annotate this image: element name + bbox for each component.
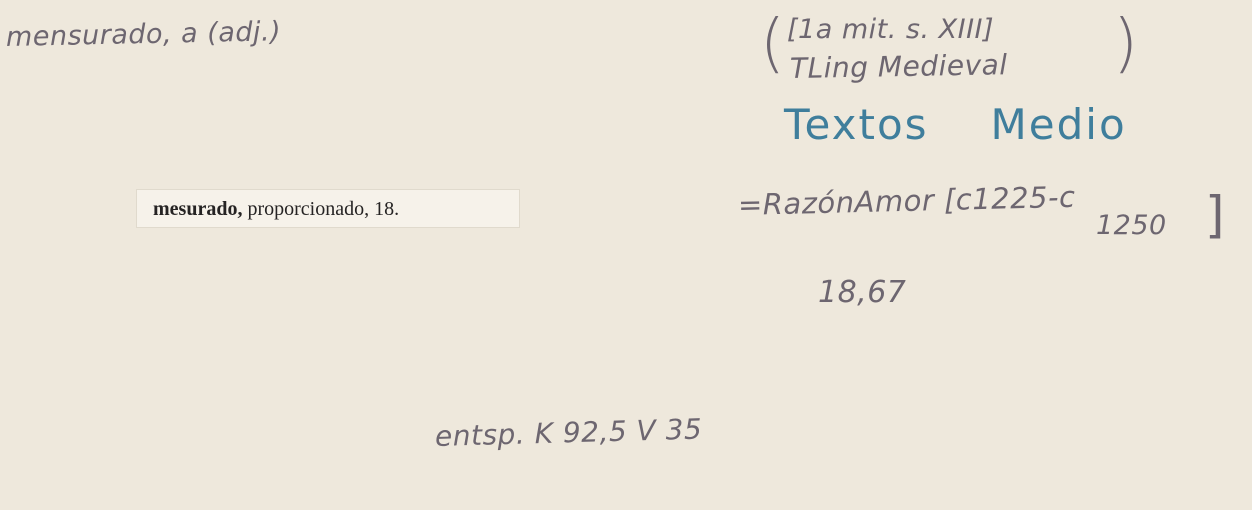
handwritten-date-note: [1a mit. s. XIII] (787, 14, 995, 45)
handwritten-headword: mensurado, a (adj.) (5, 16, 282, 53)
clipping-headword: mesurado, (153, 198, 243, 220)
printed-clipping (137, 190, 519, 227)
stamp-word-medio: Medio (990, 100, 1127, 149)
textos-medio-stamp (784, 100, 1127, 149)
handwritten-source: =RazónAmor [c1225-c (737, 179, 1076, 222)
clipping-definition: proporcionado, 18. (247, 198, 400, 220)
closing-bracket: ] (1205, 186, 1225, 244)
left-parenthesis: ( (760, 7, 785, 81)
stamp-word-textos: Textos (784, 100, 929, 149)
right-parenthesis: ) (1113, 7, 1138, 81)
clipping-text (153, 198, 399, 221)
handwritten-source-year: 1250 (1096, 210, 1167, 241)
handwritten-corpus-note: TLing Medieval (789, 48, 1008, 85)
handwritten-reference: 18,67 (818, 275, 907, 310)
handwritten-bottom-note: entsp. K 92,5 V 35 (434, 412, 703, 453)
